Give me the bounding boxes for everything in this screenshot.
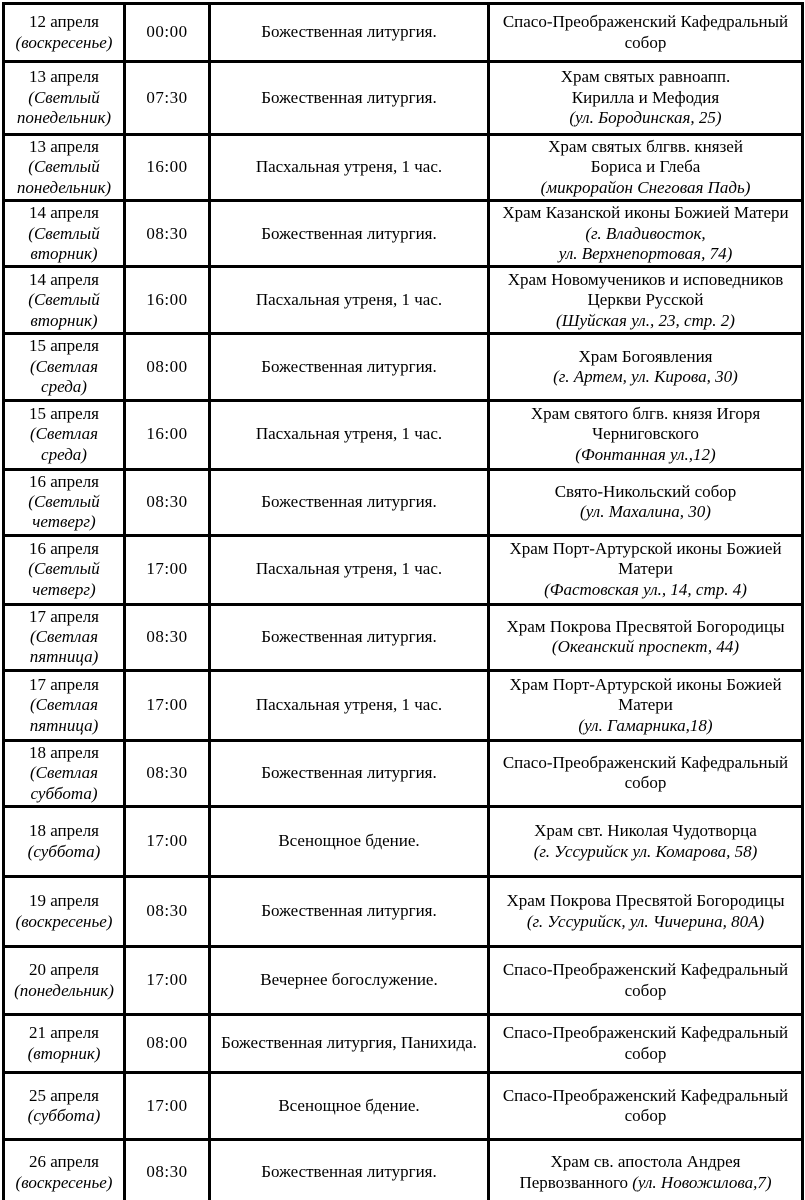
location-name: Храм Порт-Артурской иконы Божией bbox=[509, 539, 782, 559]
location-name: Храм Богоявления bbox=[578, 346, 713, 366]
date-text: 12 апреля bbox=[28, 12, 100, 32]
time-cell: 08:30 bbox=[125, 469, 210, 535]
time-cell: 08:30 bbox=[125, 604, 210, 670]
location-address: ул. Верхнепортовая, 74) bbox=[558, 243, 733, 263]
date-text: 17 апреля bbox=[28, 606, 100, 626]
date-cell bbox=[4, 604, 125, 670]
location-cell bbox=[489, 535, 803, 604]
table-row bbox=[4, 135, 803, 201]
location-line bbox=[495, 502, 796, 522]
time-cell: 17:00 bbox=[125, 947, 210, 1015]
location-cell bbox=[489, 4, 803, 62]
location-line bbox=[495, 637, 796, 657]
service-cell: Божественная литургия. bbox=[210, 62, 489, 135]
location-name: Церкви Русской bbox=[587, 290, 704, 310]
date-text: 13 апреля bbox=[28, 137, 100, 156]
service-cell: Пасхальная утреня, 1 час. bbox=[210, 670, 489, 740]
table-row bbox=[4, 400, 803, 469]
service-cell: Божественная литургия. bbox=[210, 4, 489, 62]
location-cell bbox=[489, 807, 803, 877]
service-cell: Божественная литургия, Панихида. bbox=[210, 1015, 489, 1073]
date-text: 14 апреля bbox=[28, 203, 100, 223]
service-cell: Пасхальная утреня, 1 час. bbox=[210, 135, 489, 201]
date-cell bbox=[4, 201, 125, 267]
location-line bbox=[495, 716, 796, 736]
location-name: Храм святого блгв. князя Игоря bbox=[530, 403, 761, 423]
location-address: (г. Уссурийск ул. Комарова, 58) bbox=[533, 841, 758, 861]
location-name: Свято-Никольский собор bbox=[554, 481, 737, 501]
date-text: 18 апреля bbox=[28, 821, 100, 841]
location-line bbox=[495, 424, 796, 444]
location-cell bbox=[489, 135, 803, 201]
service-cell: Божественная литургия. bbox=[210, 201, 489, 267]
location-line bbox=[495, 290, 796, 310]
location-line bbox=[495, 270, 796, 290]
time-cell: 17:00 bbox=[125, 1073, 210, 1140]
location-line bbox=[495, 178, 796, 198]
location-line bbox=[495, 224, 796, 244]
location-line bbox=[495, 821, 796, 841]
location-line bbox=[495, 482, 796, 502]
date-cell bbox=[4, 135, 125, 201]
location-name: Матери bbox=[618, 695, 673, 715]
location-line bbox=[495, 203, 796, 223]
location-name: Храм Новомучеников и исповедников bbox=[507, 269, 784, 289]
time-cell: 17:00 bbox=[125, 807, 210, 877]
location-line bbox=[495, 559, 796, 579]
service-cell: Божественная литургия. bbox=[210, 469, 489, 535]
time-cell: 16:00 bbox=[125, 400, 210, 469]
location-line bbox=[495, 311, 796, 331]
date-cell bbox=[4, 267, 125, 334]
weekday-text: (воскресенье) bbox=[15, 911, 113, 931]
date-text: 16 апреля bbox=[28, 471, 100, 491]
table-row bbox=[4, 334, 803, 400]
location-line bbox=[495, 1173, 796, 1193]
location-cell bbox=[489, 877, 803, 947]
service-cell: Вечернее богослужение. bbox=[210, 947, 489, 1015]
service-cell: Пасхальная утреня, 1 час. bbox=[210, 267, 489, 334]
location-address: (Океанский проспект, 44) bbox=[551, 637, 740, 657]
service-cell: Божественная литургия. bbox=[210, 1140, 489, 1200]
service-cell: Божественная литургия. bbox=[210, 334, 489, 400]
table-row bbox=[4, 62, 803, 135]
location-line bbox=[495, 753, 796, 794]
location-cell bbox=[489, 400, 803, 469]
location-address: (Шуйская ул., 23, стр. 2) bbox=[556, 310, 735, 330]
location-line bbox=[495, 617, 796, 637]
location-line bbox=[495, 157, 796, 177]
weekday-text: (воскресенье) bbox=[15, 32, 113, 52]
location-line bbox=[495, 244, 796, 264]
date-text: 16 апреля bbox=[28, 539, 100, 559]
table-row bbox=[4, 267, 803, 334]
location-name: Кирилла и Мефодия bbox=[571, 87, 720, 107]
weekday-text: (Светлая пятница) bbox=[29, 627, 99, 667]
location-name: Храм святых равноапп. bbox=[560, 67, 731, 87]
date-text: 15 апреля bbox=[28, 403, 100, 423]
table-row bbox=[4, 670, 803, 740]
location-address: (г. Владивосток, bbox=[585, 223, 706, 243]
date-text: 15 апреля bbox=[28, 336, 100, 356]
location-name: Храм святых блгвв. князей bbox=[548, 137, 743, 156]
service-cell: Божественная литургия. bbox=[210, 740, 489, 806]
time-cell: 07:30 bbox=[125, 62, 210, 135]
weekday-text: (суббота) bbox=[27, 1106, 101, 1126]
location-cell bbox=[489, 267, 803, 334]
time-cell: 08:00 bbox=[125, 334, 210, 400]
location-line bbox=[495, 891, 796, 911]
location-line bbox=[495, 404, 796, 424]
location-line bbox=[495, 842, 796, 862]
location-address: (г. Уссурийск, ул. Чичерина, 80А) bbox=[526, 911, 765, 931]
location-line bbox=[495, 1086, 796, 1127]
location-cell bbox=[489, 469, 803, 535]
table-row bbox=[4, 877, 803, 947]
location-line bbox=[495, 960, 796, 1001]
service-cell: Всенощное бдение. bbox=[210, 807, 489, 877]
location-name: Матери bbox=[618, 559, 673, 579]
date-cell bbox=[4, 62, 125, 135]
location-name: Бориса и Глеба bbox=[590, 157, 701, 177]
date-text: 20 апреля bbox=[28, 960, 100, 980]
service-cell: Всенощное бдение. bbox=[210, 1073, 489, 1140]
location-address: (ул. Новожилова,7) bbox=[632, 1172, 772, 1192]
table-row bbox=[4, 1140, 803, 1200]
time-cell: 08:00 bbox=[125, 1015, 210, 1073]
time-cell: 16:00 bbox=[125, 267, 210, 334]
weekday-text: (Светлый понедельник) bbox=[16, 157, 112, 197]
location-line bbox=[495, 12, 796, 53]
weekday-text: (Светлый вторник) bbox=[28, 290, 100, 330]
date-text: 17 апреля bbox=[28, 674, 100, 694]
location-cell bbox=[489, 604, 803, 670]
weekday-text: (понедельник) bbox=[14, 980, 114, 1000]
location-cell bbox=[489, 740, 803, 806]
service-cell: Божественная литургия. bbox=[210, 877, 489, 947]
date-cell bbox=[4, 740, 125, 806]
date-cell bbox=[4, 1073, 125, 1140]
location-line bbox=[495, 1152, 796, 1172]
location-name: Черниговского bbox=[592, 424, 699, 444]
service-cell: Божественная литургия. bbox=[210, 604, 489, 670]
location-name: Первозванного bbox=[519, 1172, 633, 1192]
location-cell bbox=[489, 1015, 803, 1073]
service-cell: Пасхальная утреня, 1 час. bbox=[210, 400, 489, 469]
time-cell: 08:30 bbox=[125, 740, 210, 806]
weekday-text: (Светлый четверг) bbox=[28, 559, 100, 599]
date-cell bbox=[4, 947, 125, 1015]
location-address: (ул. Бородинская, 25) bbox=[569, 108, 722, 128]
location-name: Храм Покрова Пресвятой Богородицы bbox=[506, 891, 785, 911]
weekday-text: (Светлая пятница) bbox=[29, 695, 99, 735]
weekday-text: (вторник) bbox=[27, 1043, 101, 1063]
date-cell bbox=[4, 1140, 125, 1200]
time-cell: 00:00 bbox=[125, 4, 210, 62]
date-text: 13 апреля bbox=[28, 67, 100, 87]
weekday-text: (Светлый понедельник) bbox=[16, 87, 112, 128]
weekday-text: (Светлый вторник) bbox=[28, 223, 100, 263]
date-cell bbox=[4, 400, 125, 469]
location-cell bbox=[489, 670, 803, 740]
location-line bbox=[495, 445, 796, 465]
weekday-text: (Светлая среда) bbox=[30, 424, 98, 464]
location-address: (ул. Махалина, 30) bbox=[580, 502, 711, 522]
location-line bbox=[495, 88, 796, 108]
location-name: Храм св. апостола Андрея bbox=[550, 1152, 741, 1172]
table-row bbox=[4, 807, 803, 877]
date-cell bbox=[4, 670, 125, 740]
date-text: 21 апреля bbox=[28, 1023, 100, 1043]
table-row bbox=[4, 469, 803, 535]
weekday-text: (Светлый четверг) bbox=[28, 491, 100, 532]
location-cell bbox=[489, 334, 803, 400]
time-cell: 16:00 bbox=[125, 135, 210, 201]
location-name: Храм Порт-Артурской иконы Божией bbox=[509, 674, 782, 694]
time-cell: 17:00 bbox=[125, 670, 210, 740]
location-name: Спасо-Преображенский Кафедральный собор bbox=[502, 1023, 789, 1063]
table-row bbox=[4, 4, 803, 62]
table-row bbox=[4, 947, 803, 1015]
location-address: (г. Артем, ул. Кирова, 30) bbox=[553, 366, 738, 386]
location-address: (Фастовская ул., 14, стр. 4) bbox=[544, 579, 747, 599]
date-cell bbox=[4, 334, 125, 400]
table-row bbox=[4, 201, 803, 267]
date-text: 25 апреля bbox=[28, 1085, 100, 1105]
location-address: (микрорайон Снеговая Падь) bbox=[540, 177, 751, 197]
location-name: Спасо-Преображенский Кафедральный собор bbox=[502, 12, 789, 52]
date-text: 18 апреля bbox=[28, 742, 100, 762]
weekday-text: (суббота) bbox=[27, 841, 101, 861]
location-name: Спасо-Преображенский Кафедральный собор bbox=[502, 753, 789, 793]
date-text: 26 апреля bbox=[28, 1152, 100, 1172]
table-row bbox=[4, 1015, 803, 1073]
date-cell bbox=[4, 535, 125, 604]
location-address: (Фонтанная ул.,12) bbox=[575, 444, 716, 464]
location-cell bbox=[489, 1140, 803, 1200]
weekday-text: (воскресенье) bbox=[15, 1172, 113, 1192]
location-line bbox=[495, 695, 796, 715]
location-line bbox=[495, 108, 796, 128]
location-cell bbox=[489, 201, 803, 267]
time-cell: 08:30 bbox=[125, 877, 210, 947]
location-line bbox=[495, 137, 796, 157]
location-cell bbox=[489, 1073, 803, 1140]
date-cell bbox=[4, 807, 125, 877]
location-line bbox=[495, 580, 796, 600]
location-name: Храм Покрова Пресвятой Богородицы bbox=[506, 616, 785, 636]
location-line bbox=[495, 367, 796, 387]
location-line bbox=[495, 347, 796, 367]
location-line bbox=[495, 675, 796, 695]
location-name: Спасо-Преображенский Кафедральный собор bbox=[502, 1085, 789, 1126]
location-cell bbox=[489, 947, 803, 1015]
date-text: 14 апреля bbox=[28, 269, 100, 289]
date-cell bbox=[4, 469, 125, 535]
table-row bbox=[4, 740, 803, 806]
location-line bbox=[495, 539, 796, 559]
time-cell: 08:30 bbox=[125, 201, 210, 267]
orthodox-service-schedule-table bbox=[2, 2, 804, 1200]
date-text: 19 апреля bbox=[28, 891, 100, 911]
location-name: Спасо-Преображенский Кафедральный собор bbox=[502, 960, 789, 1000]
location-address: (ул. Гамарника,18) bbox=[578, 715, 713, 735]
location-name: Храм Казанской иконы Божией Матери bbox=[502, 203, 789, 223]
location-line bbox=[495, 67, 796, 87]
location-name: Храм свт. Николая Чудотворца bbox=[534, 821, 757, 841]
date-cell bbox=[4, 1015, 125, 1073]
table-row bbox=[4, 1073, 803, 1140]
location-line bbox=[495, 912, 796, 932]
date-cell bbox=[4, 4, 125, 62]
location-cell bbox=[489, 62, 803, 135]
location-line bbox=[495, 1023, 796, 1064]
weekday-text: (Светлая среда) bbox=[30, 356, 98, 397]
time-cell: 08:30 bbox=[125, 1140, 210, 1200]
time-cell: 17:00 bbox=[125, 535, 210, 604]
table-row bbox=[4, 535, 803, 604]
table-row bbox=[4, 604, 803, 670]
date-cell bbox=[4, 877, 125, 947]
service-cell: Пасхальная утреня, 1 час. bbox=[210, 535, 489, 604]
schedule-table-body bbox=[4, 4, 803, 1200]
weekday-text: (Светлая суббота) bbox=[30, 763, 98, 803]
